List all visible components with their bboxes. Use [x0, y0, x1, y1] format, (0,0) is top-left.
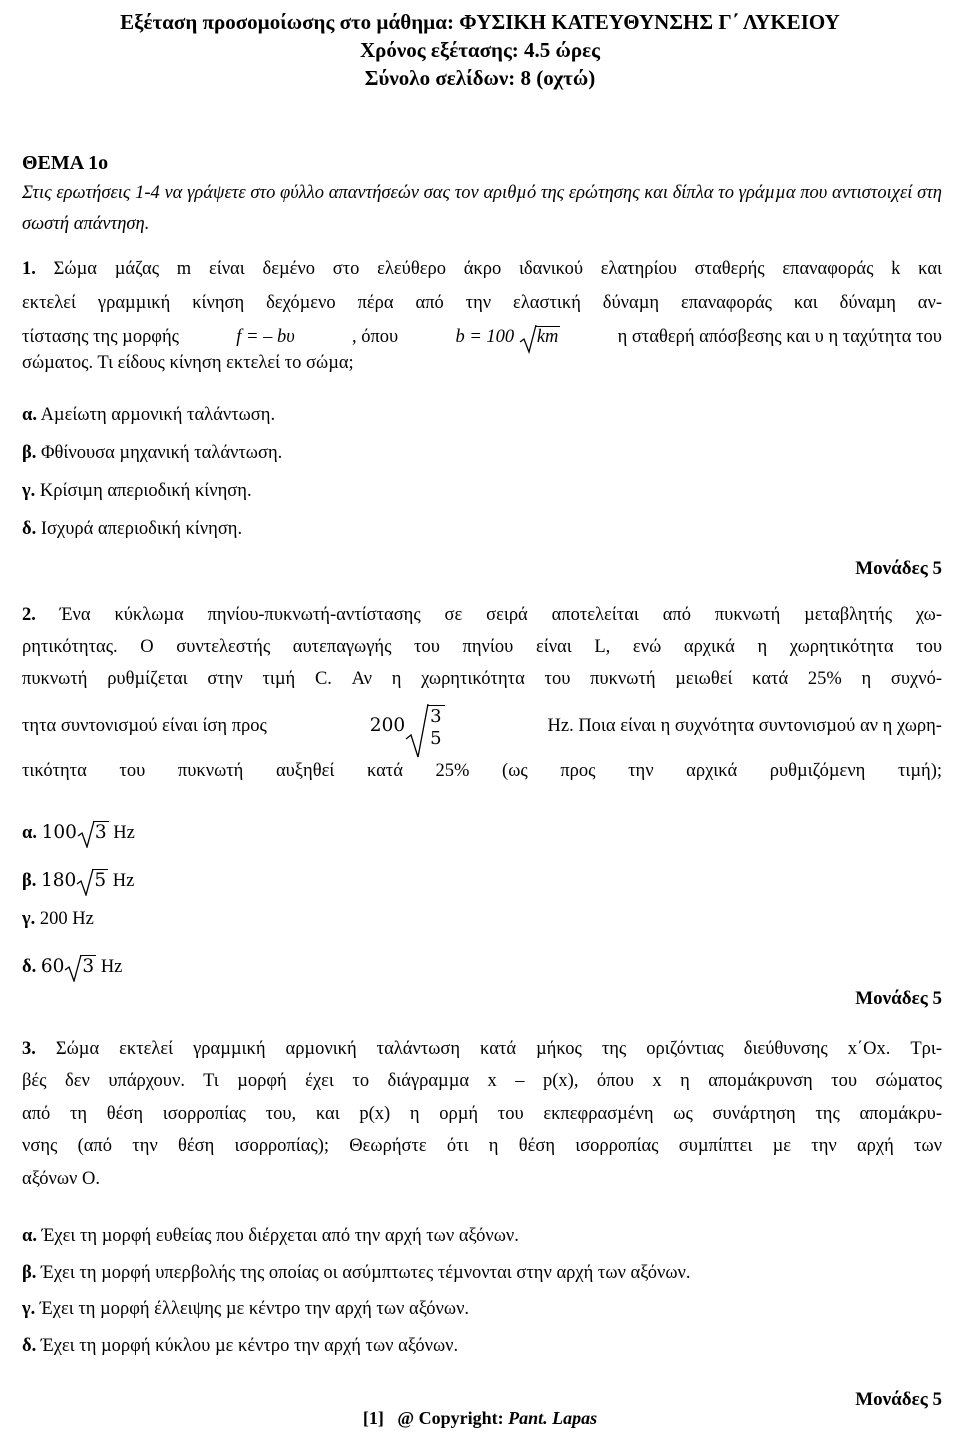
- option-text: Ισχυρά απεριοδική κίνηση.: [40, 519, 243, 539]
- fraction-denominator: 5: [430, 727, 442, 749]
- option-text: Έχει τη µορφή ευθείας που διέρχεται από την αρχή των αξόνων.: [41, 1226, 519, 1246]
- fraction: [427, 705, 444, 750]
- theme-title: ΘΕΜΑ 1ο: [22, 152, 109, 174]
- q3-line-5: αξόνων Ο.: [22, 1169, 101, 1189]
- q2-sqrt-fraction: [405, 703, 444, 750]
- exam-pages: Σύνολο σελίδων: 8 (οχτώ): [364, 66, 596, 90]
- q1-text-3b: , όπου: [351, 327, 399, 347]
- q2-freq-formula: [370, 703, 445, 750]
- option-text: Κρίσιµη απεριοδική κίνηση.: [39, 481, 252, 501]
- q2-line-5: τικότητα του πυκνωτή αυξηθεί κατά 25% (ως προς την αρχικά ρυθµιζόµενη τιµή);: [22, 761, 942, 781]
- option-label: γ.: [22, 481, 36, 501]
- q3-option-d: [22, 1333, 458, 1359]
- q2-option-d: [22, 954, 122, 980]
- q1-line-3: [22, 324, 942, 350]
- q1-text-1: Σώµα µάζας m είναι δεµένο στο ελεύθερο άκρο ιδανικού ελατηρίου σταθερής επαναφοράς k και: [53, 259, 943, 279]
- option-radicand: 3: [82, 956, 95, 977]
- q3-score: Μονάδες 5: [855, 1389, 942, 1410]
- option-label: γ.: [22, 909, 36, 929]
- q1-km: km: [536, 327, 559, 347]
- q1-line-2: εκτελεί γραµµική κίνηση δεχόµενο πέρα από την ελαστική δύναµη επαναφοράς και δύναµη αν-: [22, 293, 942, 313]
- option-sqrt: [76, 868, 108, 894]
- option-unit: Hz: [112, 871, 135, 891]
- q1-option-c: [22, 478, 252, 504]
- option-label: δ.: [22, 1336, 37, 1356]
- option-label: γ.: [22, 1299, 36, 1319]
- copyright-author: Pant. Lapas: [508, 1408, 598, 1428]
- sqrt-sign-icon: [519, 324, 537, 354]
- q1-b-value: b = 100: [455, 327, 515, 347]
- q1-option-b: [22, 440, 282, 466]
- q1-text-3a: τίστασης της µορφής: [22, 327, 179, 347]
- option-sqrt: [77, 820, 109, 846]
- q2-option-c: [22, 906, 94, 932]
- q2-number: 2.: [22, 605, 36, 625]
- q1-line-4: σώµατος. Τι είδους κίνηση εκτελεί το σώµα;: [22, 353, 354, 373]
- q3-option-a: [22, 1223, 519, 1249]
- exam-title: Εξέταση προσοµοίωσης στο µάθηµα: ΦΥΣΙΚΗ ΚΑΤΕΥΘΥΝΣΗΣ Γ΄ ΛΥΚΕΙΟΥ: [120, 10, 840, 34]
- q2-text-4a: τητα συντονισµού είναι ίση προς: [22, 716, 267, 736]
- q1-text-3d: η σταθερή απόσβεσης και υ η ταχύτητα του: [617, 327, 942, 347]
- q3-text-1: Σώµα εκτελεί γραµµική αρµονική ταλάντωση κατά µήκος της οριζόντιας διεύθυνσης x΄Ox. Τρι-: [55, 1039, 942, 1059]
- option-text: Φθίνουσα µηχανική ταλάντωση.: [41, 443, 283, 463]
- copyright-label: @ Copyright:: [397, 1408, 504, 1428]
- option-text: 200 Hz: [39, 909, 94, 929]
- sqrt-sign-icon: [76, 868, 94, 896]
- q3-line-1: [22, 1036, 942, 1062]
- sqrt-sign-icon: [405, 703, 429, 759]
- option-label: β.: [22, 1263, 37, 1283]
- q2-option-b: [22, 868, 134, 894]
- q3-line-3: από τη θέση ισορροπίας του, και p(x) η ορµή του εκπεφρασµένη ως συνάρτηση της αποµάκρυ-: [22, 1104, 942, 1124]
- q1-option-a: [22, 402, 275, 428]
- option-unit: Hz: [113, 823, 135, 843]
- option-label: β.: [22, 871, 37, 891]
- exam-duration: Χρόνος εξέτασης: 4.5 ώρες: [360, 38, 600, 62]
- option-text: Αµείωτη αρµονική ταλάντωση.: [40, 405, 276, 425]
- q2-line-3: πυκνωτή ρυθµίζεται στην τιµή C. Αν η χωρητικότητα του πυκνωτή µειωθεί κατά 25% η συχνό-: [22, 669, 942, 689]
- option-coef: 180: [41, 870, 77, 891]
- q1-option-d: [22, 516, 242, 542]
- fraction-numerator: 3: [430, 705, 442, 727]
- q3-line-2: βές δεν υπάρχουν. Τι µορφή έχει το διάγραµµα x – p(x), όπου x η αποµάκρυνση του σώµατος: [22, 1071, 942, 1091]
- page-number: [1]: [362, 1408, 384, 1428]
- q1-number: 1.: [22, 259, 36, 279]
- option-label: α.: [22, 405, 37, 425]
- option-label: δ.: [22, 519, 37, 539]
- option-coef: 60: [40, 956, 65, 977]
- q3-option-c: [22, 1296, 469, 1322]
- q2-text-4b: Hz. Ποια είναι η συχνότητα συντονισµού αν η χωρη-: [547, 716, 942, 736]
- q1-damping-formula: [455, 324, 560, 350]
- sqrt-sign-icon: [77, 820, 95, 848]
- q2-line-2: ρητικότητας. Ο συντελεστής αυτεπαγωγής του πηνίου είναι L, ενώ αρχικά η χωρητικότητα του: [22, 637, 942, 657]
- q1-sqrt-km: [519, 324, 561, 350]
- q2-option-a: [22, 820, 135, 846]
- option-label: β.: [22, 443, 37, 463]
- q1-score: Μονάδες 5: [855, 558, 942, 579]
- theme-instructions: Στις ερωτήσεις 1-4 να γράψετε στο φύλλο απαντήσεών σας τον αριθµό της ερώτησης και δίπλα το γράµµα που αντιστοιχεί στη σωστή απάντηση.: [22, 183, 942, 234]
- q1-force-formula: f = – bυ: [236, 327, 295, 347]
- q3-number: 3.: [22, 1039, 36, 1059]
- sqrt-sign-icon: [64, 954, 82, 982]
- option-text: Έχει τη µορφή κύκλου µε κέντρο την αρχή των αξόνων.: [40, 1336, 459, 1356]
- option-label: δ.: [22, 957, 37, 977]
- option-unit: Hz: [100, 957, 123, 977]
- option-sqrt: [64, 954, 96, 980]
- page-footer: [0, 1408, 960, 1429]
- option-radicand: 5: [94, 870, 107, 891]
- option-text: Έχει τη µορφή έλλειψης µε κέντρο την αρχή των αξόνων.: [39, 1299, 470, 1319]
- option-text: Έχει τη µορφή υπερβολής της οποίας οι ασύµπτωτες τέµνονται στην αρχή των αξόνων.: [41, 1263, 691, 1283]
- q2-freq-coef: 200: [369, 715, 406, 736]
- option-label: α.: [22, 1226, 37, 1246]
- q3-line-4: νσης (από την θέση ισορροπίας); Θεωρήστε ότι η θέση ισορροπίας συµπίπτει µε την αρχή των: [22, 1136, 942, 1156]
- q2-line-1: [22, 602, 942, 628]
- q2-score: Μονάδες 5: [855, 988, 942, 1009]
- option-coef: 100: [41, 822, 77, 843]
- option-label: α.: [22, 823, 37, 843]
- q1-line-1: [22, 256, 942, 282]
- q2-line-4: [22, 696, 942, 756]
- option-radicand: 3: [94, 822, 107, 843]
- q3-option-b: [22, 1260, 691, 1286]
- q2-text-1: Ένα κύκλωµα πηνίου-πυκνωτή-αντίστασης σε σειρά αποτελείται από πυκνωτή µεταβλητής χω-: [59, 605, 942, 625]
